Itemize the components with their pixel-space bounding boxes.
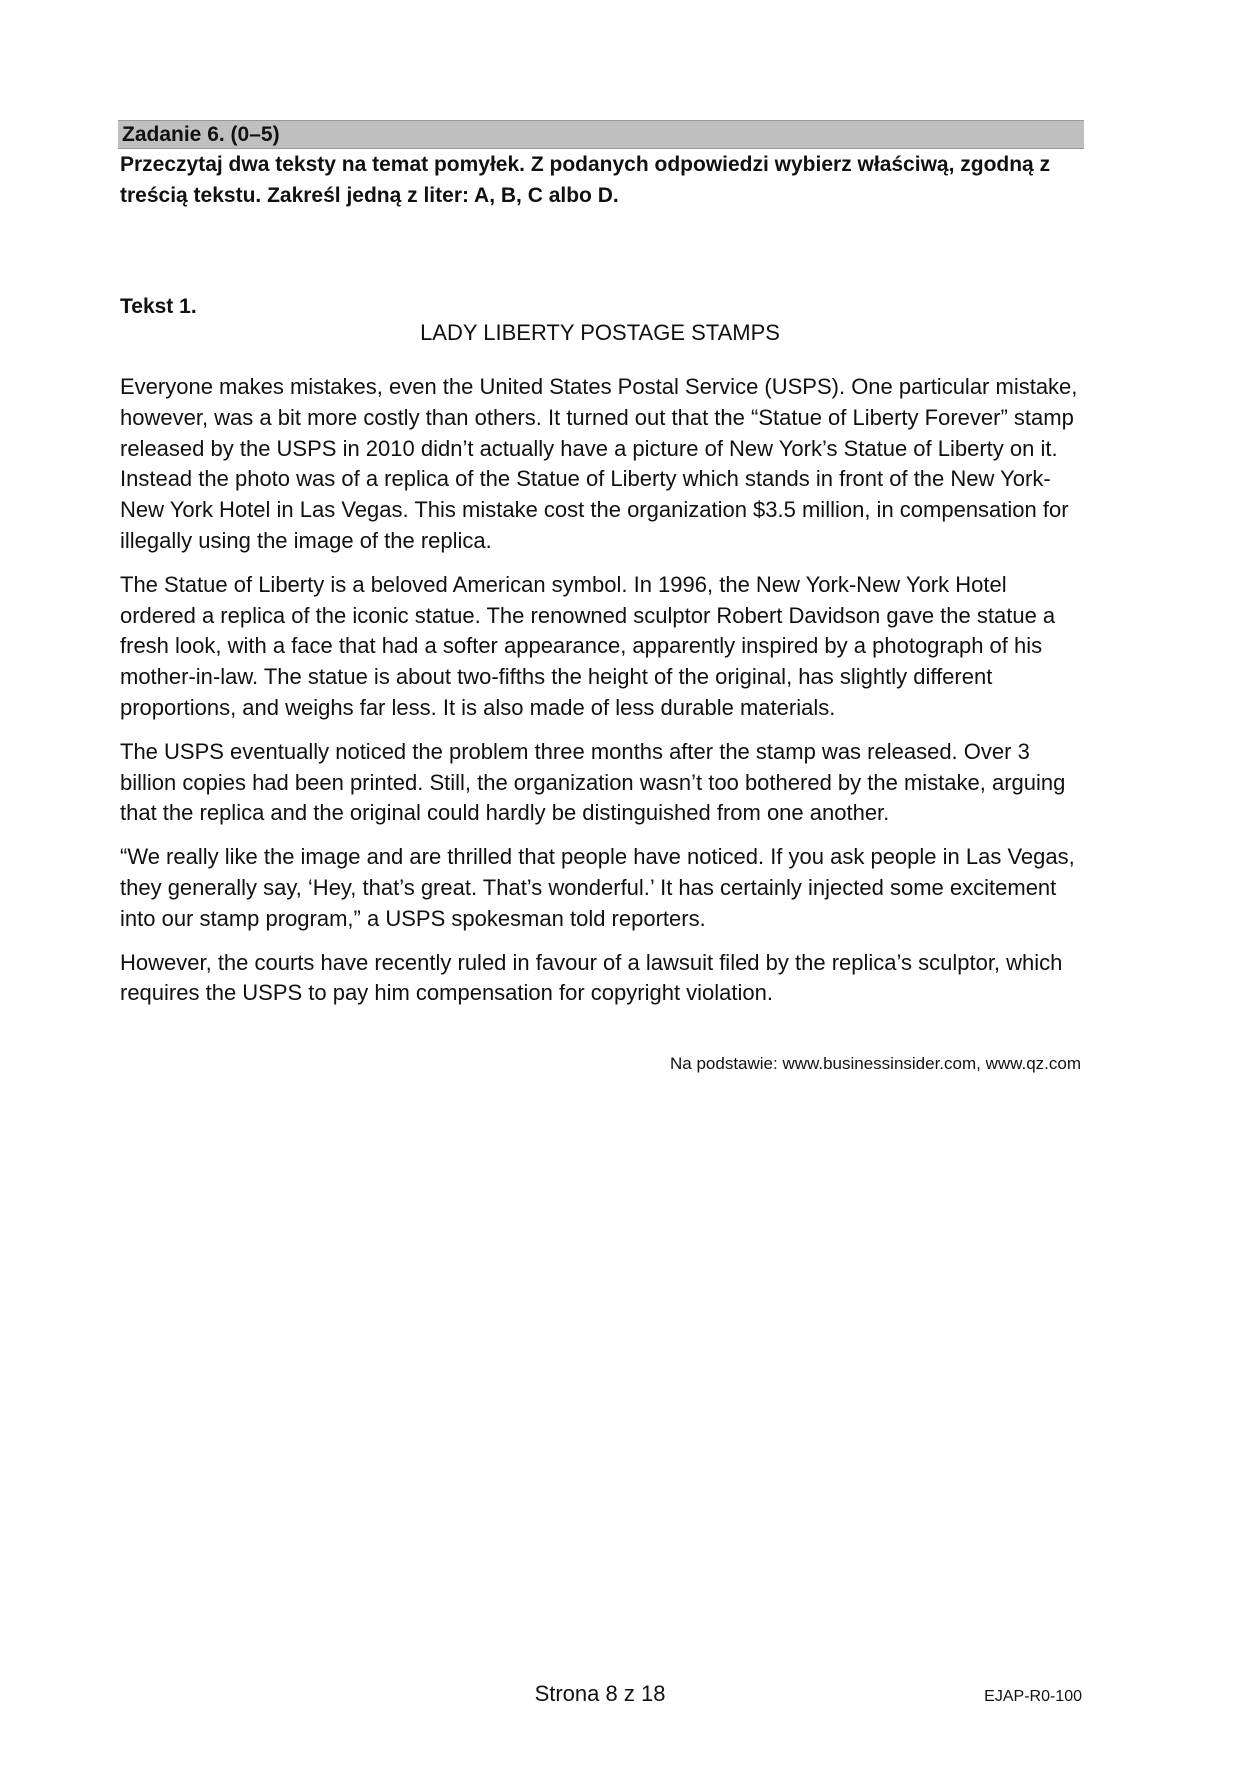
article-paragraph: Everyone makes mistakes, even the United States Postal Service (USPS). One particular mistake, however, was a bit more costly than others. It turned out that the “Statue of Liberty Forever” stamp released by the USPS in 2010 didn’t actually have a picture of New York’s Statue of Liberty on it. Instead the photo was of a replica of the Statue of Liberty which stands in front of the New York-New York Hotel in Las Vegas. This mistake cost the organization $3.5 million, in compensation for illegally using the image of the replica.: [120, 374, 1078, 553]
task-title: Zadanie 6. (0–5): [122, 123, 280, 146]
task-header: [118, 120, 1084, 149]
exam-code: EJAP-R0-100: [984, 1688, 1082, 1705]
article-paragraph: The Statue of Liberty is a beloved American symbol. In 1996, the New York-New York Hotel ordered a replica of the iconic statue. The renowned sculptor Robert Davidson gave the statue a fresh look, with a face that had a softer appearance, apparently inspired by a photograph of his mother-in-law. The statue is about two-fifths the height of the original, has slightly different proportions, and weighs far less. It is also made of less durable materials.: [120, 571, 1056, 720]
task-instructions: Przeczytaj dwa teksty na temat pomyłek. Z podanych odpowiedzi wybierz właściwą, zgodną z treścią tekstu. Zakreśl jedną z liter: A, B, C albo D.: [120, 153, 1051, 207]
text-label: Tekst 1.: [120, 295, 197, 318]
source-citation: Na podstawie: www.businessinsider.com, www.qz.com: [670, 1054, 1081, 1073]
article-paragraph: “We really like the image and are thrilled that people have noticed. If you ask people in Las Vegas, they generally say, ‘Hey, that’s great. That’s wonderful.’ It has certainly injected some excitement into our stamp program,” a USPS spokesman told reporters.: [120, 844, 1075, 931]
page-number: Strona 8 z 18: [534, 1681, 666, 1706]
article-paragraph: The USPS eventually noticed the problem three months after the stamp was released. Over 3 billion copies had been printed. Still, the organization wasn’t too bothered by the mistake, arguing that the replica and the original could hardly be distinguished from one another.: [120, 738, 1066, 826]
article-body: [120, 372, 1088, 1022]
article-title: LADY LIBERTY POSTAGE STAMPS: [420, 320, 780, 345]
article-paragraph: However, the courts have recently ruled in favour of a lawsuit filed by the replica’s sculptor, which requires the USPS to pay him compensation for copyright violation.: [120, 949, 1063, 1006]
